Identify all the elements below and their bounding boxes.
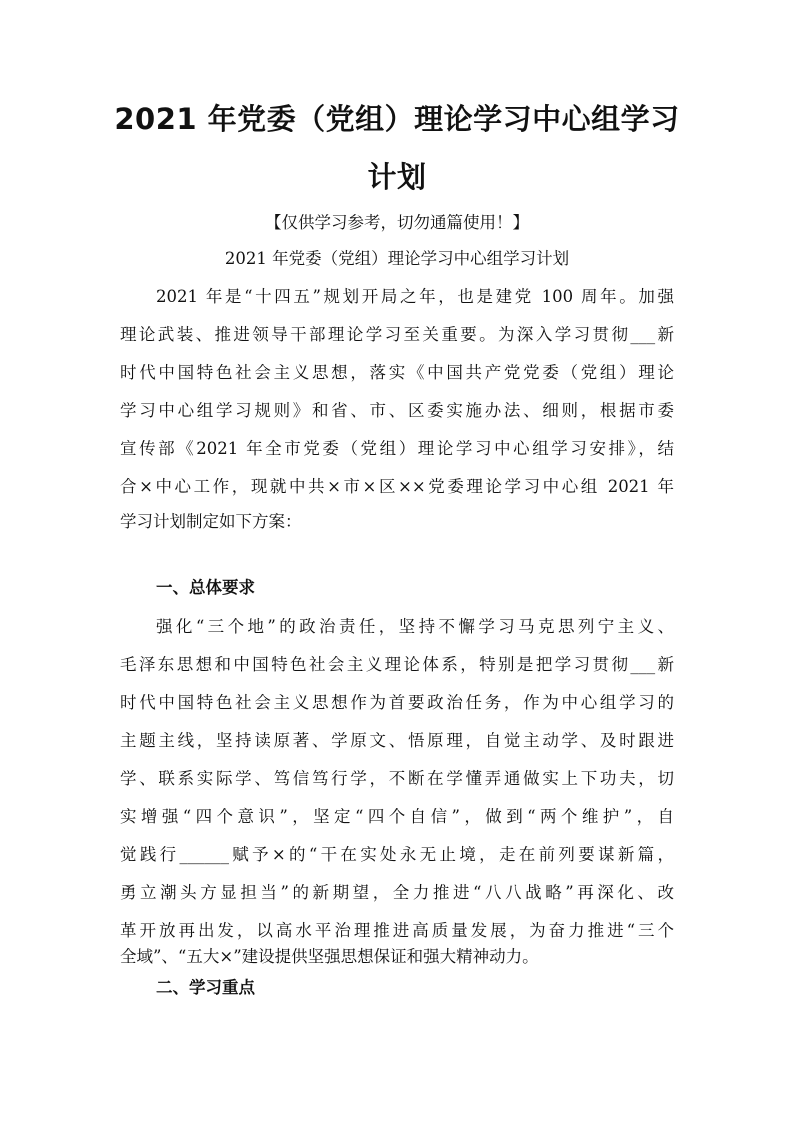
notice-text: 【仅供学习参考，切勿通篇使用！】 xyxy=(265,213,529,232)
section1-line: 勇立潮头方显担当”的新期望，全力推进“八八战略”再深化、改 xyxy=(120,883,674,902)
section1-line: 时代中国特色社会主义思想作为首要政治任务，作为中心组学习的 xyxy=(120,693,674,712)
intro-line: 2021 年是“十四五”规划开局之年，也是建党 100 周年。加强 xyxy=(156,287,674,306)
section1-line: 主题主线，坚持读原著、学原文、悟原理，自觉主动学、及时跟进 xyxy=(120,731,674,750)
intro-line: 学习计划制定如下方案： xyxy=(120,512,302,531)
section1-line: 毛泽东思想和中国特色社会主义理论体系，特别是把学习贯彻___新 xyxy=(120,655,674,674)
section1-line: 学、联系实际学、笃信笃行学，不断在学懂弄通做实上下功夫，切 xyxy=(120,769,674,788)
section1-line: 强化“三个地”的政治责任，坚持不懈学习马克思列宁主义、 xyxy=(156,617,674,636)
intro-line: 学习中心组学习规则》和省、市、区委实施办法、细则，根据市委 xyxy=(120,401,674,420)
section1-line: 革开放再出发，以高水平治理推进高质量发展，为奋力推进“三个 xyxy=(120,921,674,940)
document-title-line-2: 计划 xyxy=(367,160,427,194)
section1-line: 实增强“四个意识”，坚定“四个自信”，做到“两个维护”，自 xyxy=(120,807,674,826)
intro-line: 理论武装、推进领导干部理论学习至关重要。为深入学习贯彻___新 xyxy=(120,325,674,344)
section1-line: 觉践行______赋予×的“干在实处永无止境，走在前列要谋新篇， xyxy=(120,845,674,864)
section1-line: 全域”、“五大×”建设提供坚强思想保证和强大精神动力。 xyxy=(120,947,539,966)
intro-line: 时代中国特色社会主义思想，落实《中国共产党党委（党组）理论 xyxy=(120,363,674,382)
section-heading-general-requirements: 一、总体要求 xyxy=(156,578,255,597)
intro-line: 合×中心工作，现就中共×市×区××党委理论学习中心组 2021 年 xyxy=(120,477,674,496)
intro-line: 宣传部《2021 年全市党委（党组）理论学习中心组学习安排》，结 xyxy=(120,439,674,458)
section-heading-study-focus: 二、学习重点 xyxy=(156,978,255,997)
subtitle-text: 2021 年党委（党组）理论学习中心组学习计划 xyxy=(224,249,570,268)
document-title-line-1: 2021 年党委（党组）理论学习中心组学习 xyxy=(114,102,680,136)
